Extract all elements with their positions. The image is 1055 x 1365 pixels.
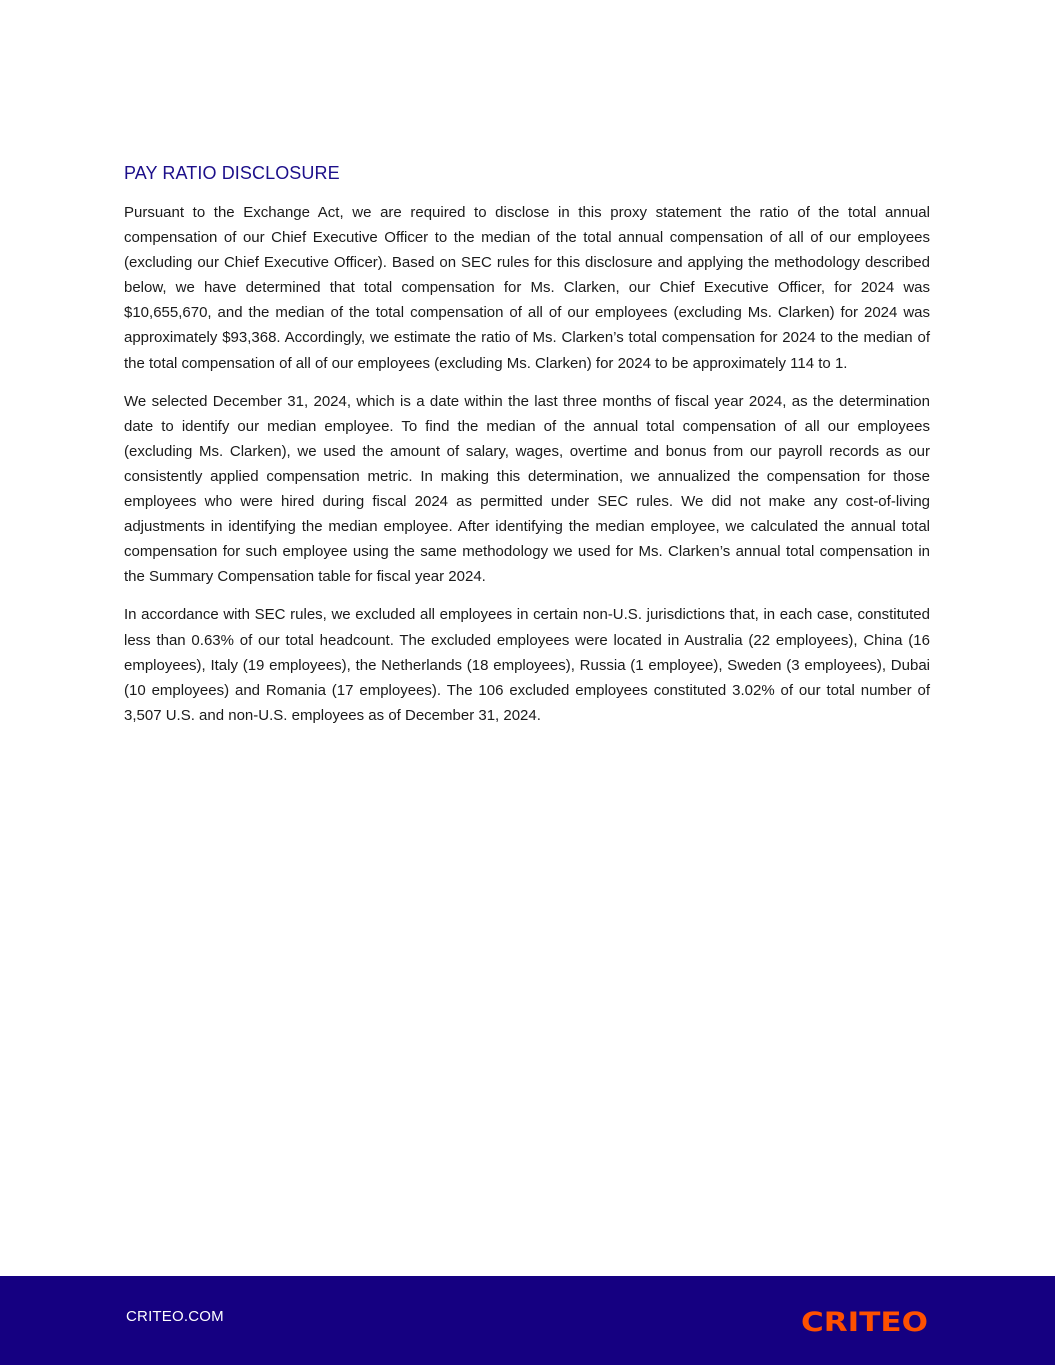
paragraph-pay-ratio: Pursuant to the Exchange Act, we are required to disclose in this proxy statement the ratio of the total annual compensation of our Chief Executive Officer to the median of the total annual compensation of all of our employees (excluding our Chief Executive Officer). Based on SEC rules for this disclosure and applying the methodology described below, we have determined that total compensation for Ms. Clarken, our Chief Executive Officer, for 2024 was $10,655,670, and the median of the total compensation of all of our employees (excluding Ms. Clarken) for 2024 was approximately $93,368. Accordingly, we estimate the ratio of Ms. Clarken’s total compensation for 2024 to the median of the total compensation of all of our employees (excluding Ms. Clarken) for 2024 to be approximately 114 to 1. xyxy=(124,204,930,372)
criteo-logo xyxy=(801,1305,929,1335)
page-footer xyxy=(0,1276,1055,1365)
paragraph-exclusions: In accordance with SEC rules, we excluded all employees in certain non-U.S. jurisdictions that, in each case, constituted less than 0.63% of our total headcount. The excluded employees were located in Australia (22 employees), China (16 employees), Italy (19 employees), the Netherlands (18 employees), Russia (1 employee), Sweden (3 employees), Dubai (10 employees) and Romania (17 employees). The 106 excluded employees constituted 3.02% of our total number of 3,507 U.S. and non-U.S. employees as of December 31, 2024. xyxy=(124,606,930,724)
paragraph-methodology: We selected December 31, 2024, which is a date within the last three months of fiscal year 2024, as the determination date to identify our median employee. To find the median of the annual total compensation of all our employees (excluding Ms. Clarken), we used the amount of salary, wages, overtime and bonus from our payroll records as our consistently applied compensation metric. In making this determination, we annualized the compensation for those employees who were hired during fiscal 2024 as permitted under SEC rules. We did not make any cost-of-living adjustments in identifying the median employee. After identifying the median employee, we calculated the annual total compensation for such employee using the same methodology we used for Ms. Clarken’s annual total compensation in the Summary Compensation table for fiscal year 2024. xyxy=(124,392,930,586)
section-title: PAY RATIO DISCLOSURE xyxy=(124,163,340,183)
footer-site-link[interactable]: CRITEO.COM xyxy=(126,1308,224,1325)
page-content xyxy=(124,160,930,741)
criteo-logo-text: CRITEO xyxy=(801,1307,928,1335)
